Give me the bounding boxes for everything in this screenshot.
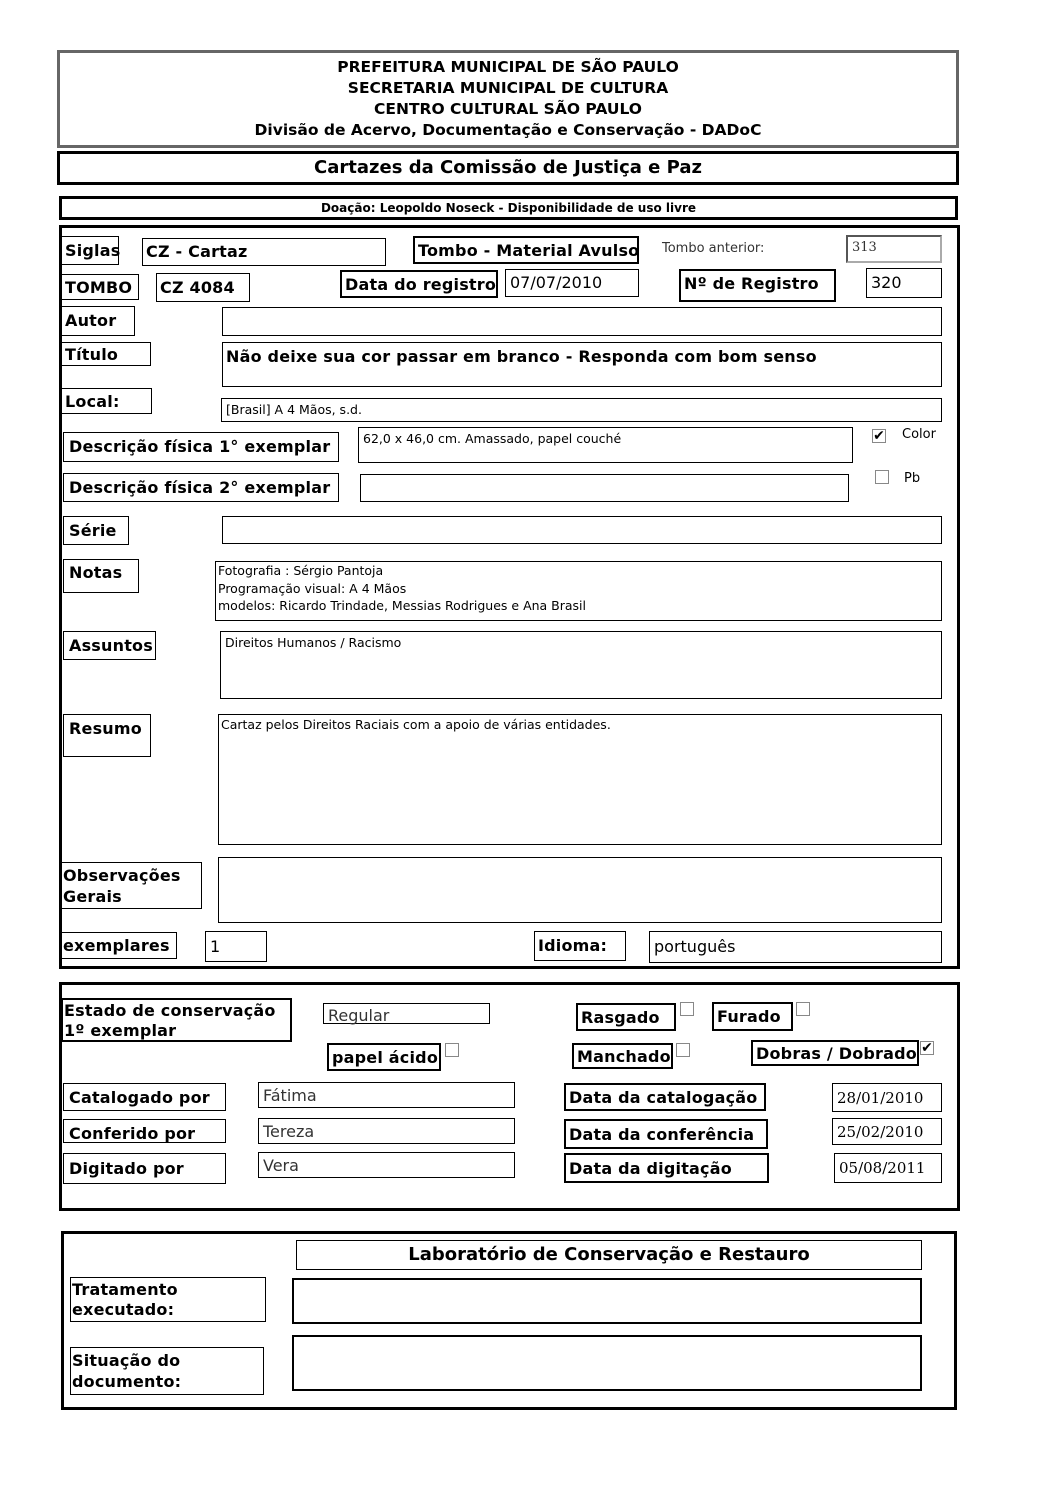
situacao-label — [70, 1347, 264, 1395]
tratamento-field[interactable] — [292, 1278, 922, 1324]
data-registro-field[interactable]: 07/07/2010 — [505, 269, 639, 297]
resumo-field[interactable]: Cartaz pelos Direitos Raciais com a apoio de várias entidades. — [218, 714, 942, 845]
exemplares-field[interactable]: 1 — [205, 931, 267, 962]
rasgado-label: Rasgado — [576, 1003, 676, 1031]
conferido-field[interactable]: Tereza — [258, 1118, 515, 1144]
local-field[interactable]: [Brasil] A 4 Mãos, s.d. — [221, 398, 942, 422]
estado-field[interactable]: Regular — [323, 1003, 490, 1024]
conferido-label: Conferido por — [63, 1119, 226, 1143]
collection-title: Cartazes da Comissão de Justiça e Paz — [314, 157, 702, 178]
desc1-label: Descrição física 1° exemplar — [63, 432, 339, 462]
digitado-field[interactable]: Vera — [258, 1152, 515, 1178]
institution-header — [57, 50, 959, 148]
estado-label-line-2: 1º exemplar — [64, 1021, 177, 1040]
estado-label — [61, 998, 292, 1042]
catalogado-field[interactable]: Fátima — [258, 1082, 515, 1108]
notas-label: Notas — [63, 559, 139, 593]
papel-acido-checkbox[interactable] — [445, 1043, 459, 1057]
color-checkbox[interactable] — [872, 429, 886, 443]
tombo-material-label: Tombo - Material Avulso — [413, 236, 639, 264]
data-registro-label: Data do registro — [340, 270, 498, 298]
n-registro-field[interactable]: 320 — [866, 268, 942, 298]
n-registro-label: Nº de Registro — [679, 269, 836, 302]
desc2-field[interactable] — [360, 474, 849, 502]
autor-field[interactable] — [222, 307, 942, 336]
tombo-field[interactable]: CZ 4084 — [156, 273, 250, 302]
situacao-label-line-1: Situação do — [72, 1351, 181, 1370]
pb-checkbox[interactable] — [875, 470, 889, 484]
siglas-label: Siglas — [61, 236, 119, 265]
data-digitacao-label: Data da digitação — [564, 1153, 769, 1183]
idioma-field[interactable]: português — [649, 931, 942, 963]
data-catalogacao-field[interactable]: 28/01/2010 — [832, 1083, 942, 1112]
serie-label: Série — [63, 516, 129, 545]
situacao-field[interactable] — [292, 1335, 922, 1391]
check-icon: ✔ — [873, 428, 885, 444]
pb-label: Pb — [904, 471, 921, 486]
tratamento-label-line-1: Tratamento — [72, 1280, 178, 1299]
dobras-checkbox[interactable] — [920, 1041, 934, 1055]
observacoes-label-line-1: Observações — [63, 866, 181, 885]
resumo-label: Resumo — [63, 714, 151, 757]
notas-line-2: Programação visual: A 4 Mãos — [218, 580, 407, 596]
assuntos-label: Assuntos — [63, 631, 156, 660]
serie-field[interactable] — [222, 516, 942, 544]
header-line-3: CENTRO CULTURAL SÃO PAULO — [374, 100, 642, 118]
local-label: Local: — [61, 388, 152, 414]
dobras-label: Dobras / Dobrado — [751, 1040, 919, 1066]
titulo-label: Título — [61, 342, 151, 366]
donation-text: Doação: Leopoldo Noseck - Disponibilidade de uso livre — [320, 201, 697, 215]
desc2-label: Descrição física 2° exemplar — [63, 473, 339, 502]
data-catalogacao-label: Data da catalogação — [564, 1083, 766, 1111]
catalogado-label: Catalogado por — [63, 1083, 226, 1111]
notas-line-3: modelos: Ricardo Trindade, Messias Rodrigues e Ana Brasil — [218, 598, 587, 613]
donation-box — [59, 196, 958, 220]
lab-title-box — [296, 1240, 922, 1270]
autor-label: Autor — [61, 306, 135, 336]
data-conferencia-field[interactable]: 25/02/2010 — [832, 1118, 942, 1145]
rasgado-checkbox[interactable] — [680, 1002, 694, 1016]
notas-field[interactable] — [215, 561, 942, 621]
titulo-field[interactable]: Não deixe sua cor passar em branco - Responda com bom senso — [222, 342, 942, 387]
digitado-label: Digitado por — [63, 1153, 226, 1184]
header-line-2: SECRETARIA MUNICIPAL DE CULTURA — [347, 79, 669, 97]
check-icon: ✔ — [921, 1040, 933, 1056]
tombo-label: TOMBO — [61, 274, 139, 300]
observacoes-field[interactable] — [218, 857, 942, 923]
papel-acido-label: papel ácido — [327, 1043, 441, 1071]
manchado-checkbox[interactable] — [676, 1043, 690, 1057]
assuntos-field[interactable]: Direitos Humanos / Racismo — [220, 631, 942, 699]
tombo-anterior-label: Tombo anterior: — [662, 241, 765, 256]
collection-title-box — [57, 151, 959, 185]
observacoes-label-line-2: Gerais — [63, 887, 122, 906]
estado-label-line-1: Estado de conservação — [64, 1001, 276, 1020]
idioma-label: Idioma: — [534, 931, 626, 961]
notas-line-1: Fotografia : Sérgio Pantoja — [218, 563, 384, 578]
color-label: Color — [902, 427, 936, 442]
tratamento-label-line-2: executado: — [72, 1300, 175, 1319]
siglas-field[interactable]: CZ - Cartaz — [142, 238, 386, 266]
header-line-4: Divisão de Acervo, Documentação e Conservação - DADoC — [254, 121, 762, 139]
observacoes-label — [61, 862, 202, 909]
exemplares-label: exemplares — [61, 932, 177, 959]
situacao-label-line-2: documento: — [72, 1372, 182, 1391]
desc1-field[interactable]: 62,0 x 46,0 cm. Amassado, papel couché — [358, 427, 853, 463]
furado-label: Furado — [712, 1002, 793, 1031]
manchado-label: Manchado — [572, 1043, 673, 1069]
tratamento-label — [70, 1277, 266, 1322]
lab-title: Laboratório de Conservação e Restauro — [408, 1244, 810, 1265]
furado-checkbox[interactable] — [796, 1002, 810, 1016]
data-conferencia-label: Data da conferência — [564, 1119, 768, 1149]
tombo-anterior-field[interactable]: 313 — [846, 235, 942, 263]
header-line-1: PREFEITURA MUNICIPAL DE SÃO PAULO — [337, 58, 679, 76]
data-digitacao-field[interactable]: 05/08/2011 — [834, 1153, 942, 1183]
